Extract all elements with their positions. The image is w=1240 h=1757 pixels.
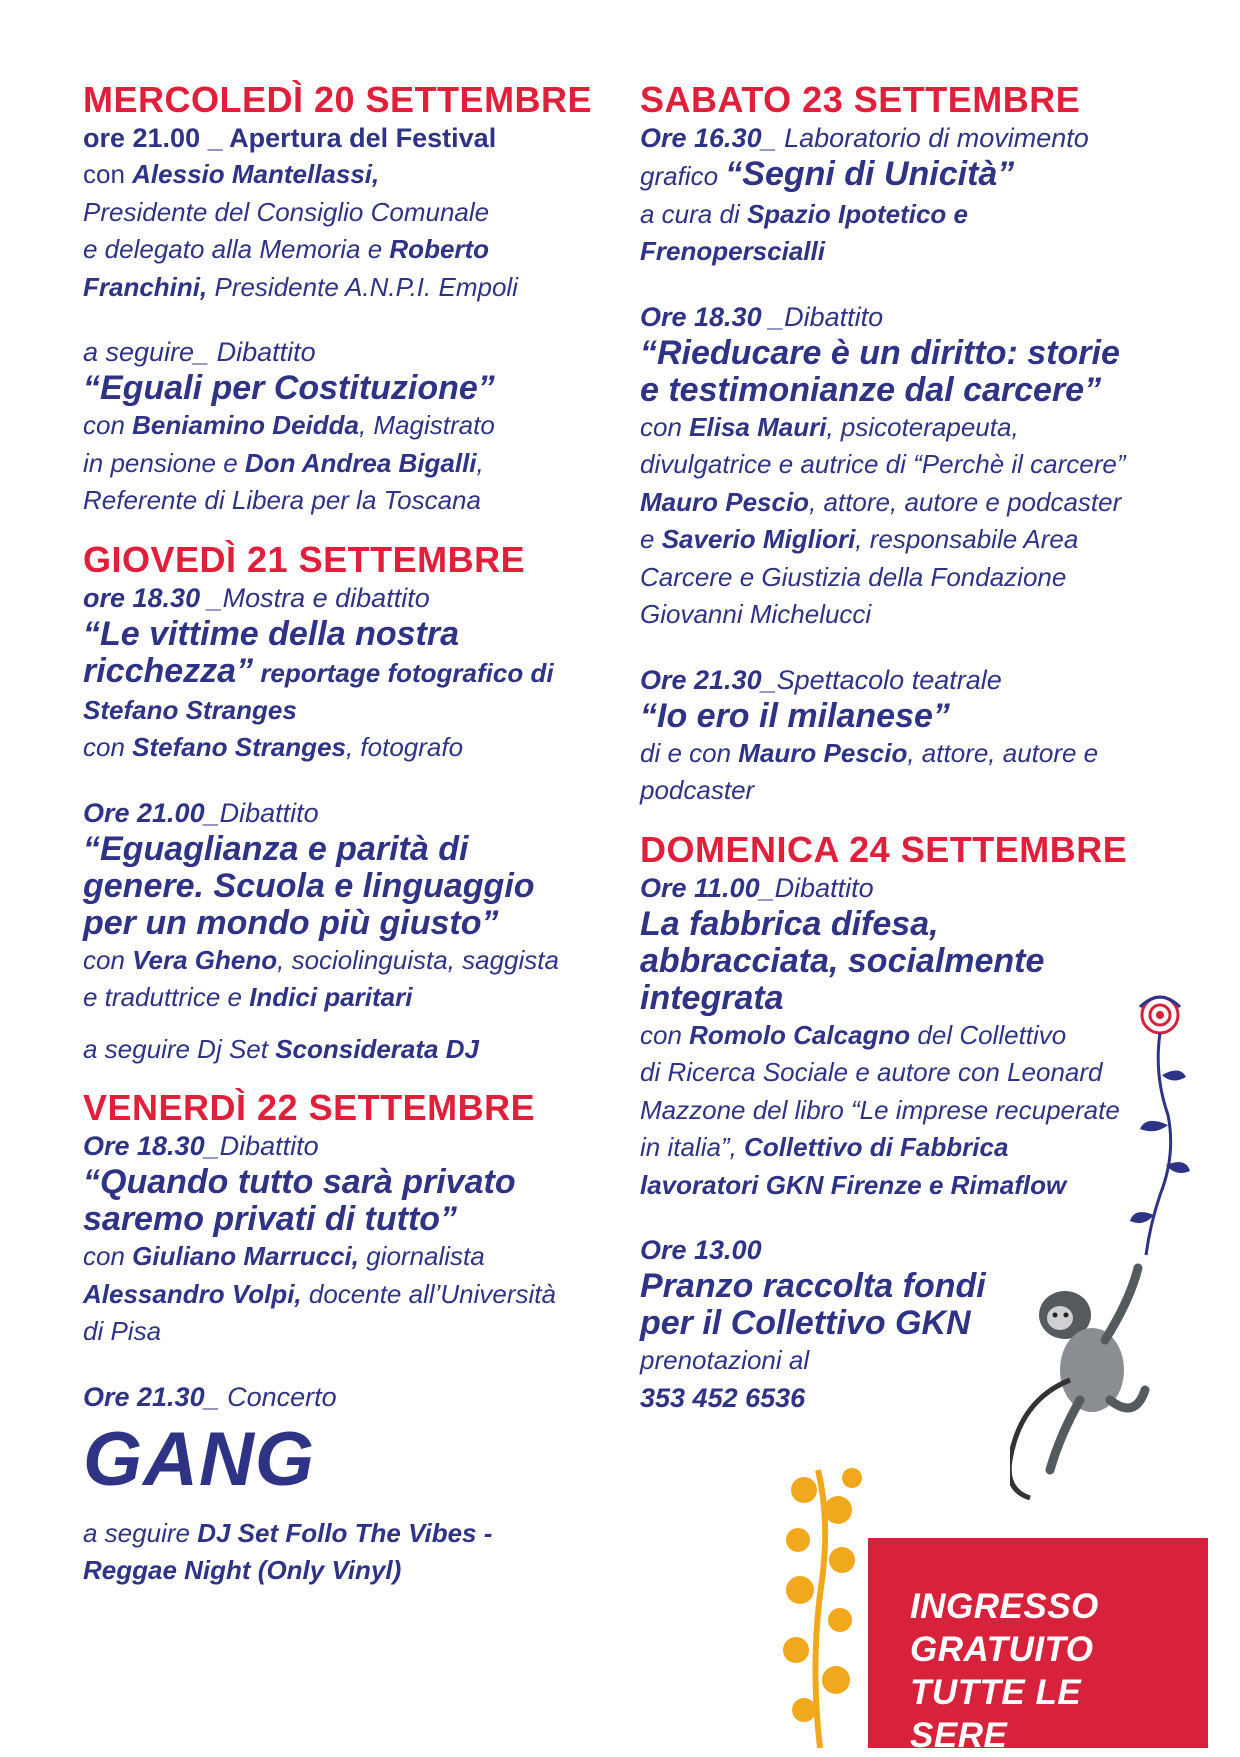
event-fri-debate: Ore 18.30_Dibattito “Quando tutto sarà privato saremo privati di tutto” con Giuliano Marrucci, giornalista Alessandro Volpi, docente all’Università di Pisa: [83, 1128, 623, 1351]
day-heading-sun: DOMENICA 24 SETTEMBRE: [640, 828, 1128, 870]
event-time: Ore 18.30_Dibattito: [83, 1131, 319, 1161]
event-sat-theatre: Ore 21.30_Spettacolo teatrale “Io ero il milanese” di e con Mauro Pescio, attore, autore e podcaster: [640, 662, 1200, 810]
event-time: ore 21.00 _ Apertura del Festival: [83, 123, 497, 153]
event-title: “Eguali per Costituzione”: [83, 369, 495, 407]
day-heading-wed: MERCOLEDÌ 20 SETTEMBRE: [83, 79, 593, 120]
left-column: [83, 80, 623, 1590]
event-time: ore 18.30 _Mostra e dibattito: [83, 582, 430, 613]
event-sun-lunch: Ore 13.00 Pranzo raccolta fondi per il Collettivo GKN prenotazioni al 353 452 6536: [640, 1232, 1200, 1416]
event-time: Ore 18.30 _Dibattito: [640, 301, 884, 332]
concert-title: GANG: [83, 1416, 315, 1502]
event-time: a seguire_ Dibattito: [83, 337, 316, 367]
event-time: Ore 16.30_ Laboratorio di movimento: [640, 123, 1089, 153]
day-heading-thu: GIOVEDÌ 21 SETTEMBRE: [83, 538, 526, 580]
event-thu-debate: Ore 21.00_Dibattito “Eguaglianza e parità di genere. Scuola e linguaggio per un mondo più giusto” con Vera Gheno, sociolinguista, saggista e traduttrice e Indici paritari a seguire Dj Set Sconsiderata DJ: [83, 795, 623, 1069]
event-thu-exhibit: ore 18.30 _Mostra e dibattito “Le vittime della nostra ricchezza” reportage fotografico di Stefano Stranges con Stefano Stranges, fotografo: [83, 580, 623, 767]
rose-illustration: [1110, 985, 1210, 1275]
free-entry-label: INGRESSO GRATUITO TUTTE LE SERE: [910, 1587, 1099, 1755]
event-wed-opening: ore 21.00 _ Apertura del Festival con Alessio Mantellassi, Presidente del Consiglio Comunale e delegato alla Memoria e Roberto Franchini, Presidente A.N.P.I. Empoli: [83, 120, 623, 306]
monkey-illustration: [1010, 1260, 1180, 1500]
event-sat-workshop: Ore 16.30_ Laboratorio di movimento grafico “Segni di Unicità” a cura di Spazio Ipotetico e Frenoperscialli: [640, 120, 1200, 271]
event-time: Ore 21.30_Spettacolo teatrale: [640, 664, 1002, 695]
event-fri-concert: Ore 21.30_ Concerto GANG a seguire DJ Set Follo The Vibes - Reggae Night (Only Vinyl): [83, 1379, 623, 1590]
booking-phone: 353 452 6536: [640, 1382, 806, 1413]
event-time: Ore 21.30_ Concerto: [83, 1381, 337, 1412]
day-heading-fri: VENERDÌ 22 SETTEMBRE: [83, 1087, 536, 1128]
event-time: Ore 13.00: [640, 1235, 762, 1265]
event-time: Ore 11.00_Dibattito: [640, 872, 874, 903]
day-heading-sat: SABATO 23 SETTEMBRE: [640, 79, 1081, 120]
event-sat-debate: Ore 18.30 _Dibattito “Rieducare è un diritto: storie e testimonianze dal carcere” con Elisa Mauri, psicoterapeuta, divulgatrice e autrice di “Perchè il carcere” Mauro Pescio, attore, autore e podcaster e Saverio Migliori, responsabile Area Carcere e Giustizia della Fondazione Giovanni Michelucci: [640, 299, 1200, 634]
event-time: Ore 21.00_Dibattito: [83, 797, 319, 828]
event-sun-debate: Ore 11.00_Dibattito La fabbrica difesa, abbracciata, socialmente integrata con Romolo Calcagno del Collettivo di Ricerca Sociale e autore con Leonard Mazzone del libro “Le imprese recuperate in italia”, Collettivo di Fabbrica lavoratori GKN Firenze e Rimaflow: [640, 870, 1200, 1205]
event-wed-debate: a seguire_ Dibattito “Eguali per Costituzione” con Beniamino Deidda, Magistrato in pensione e Don Andrea Bigalli, Referente di Libera per la Toscana: [83, 334, 623, 520]
mimosa-illustration: [760, 1460, 880, 1748]
